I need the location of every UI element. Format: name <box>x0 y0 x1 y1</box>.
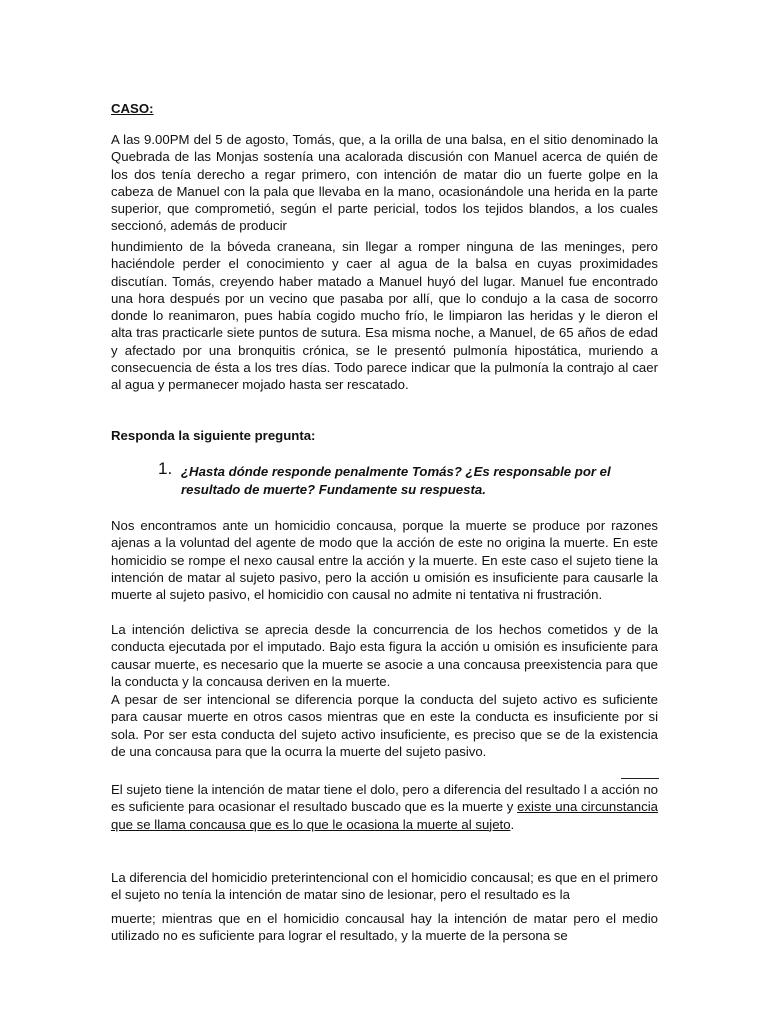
case-heading: CASO: <box>111 101 154 116</box>
answer-paragraph-2: La intención delictiva se aprecia desde la concurrencia de los hechos cometidos y de la conducta ejecutada por el imputado. Bajo esta figura la acción u omisión es insuficiente para causar muerte, es necesario que la muerte se asocie a una concausa preexistencia para que la conducta y la concausa deriven en la muerte. <box>111 622 658 689</box>
answer-paragraph-4-text: El sujeto tiene la intención de matar tiene el dolo, pero a diferencia del resultado l a acción no es suficiente para ocasionar el resultado buscado que es la muerte y <box>111 782 658 815</box>
answer-paragraph-4 <box>111 781 658 833</box>
case-paragraph-1: A las 9.00PM del 5 de agosto, Tomás, que, a la orilla de una balsa, en el sitio denominado la Quebrada de las Monjas sostenía una acalorada discusión con Manuel acerca de quién de los dos tenía derecho a regar primero, con intención de matar dio un fuerte golpe en la cabeza de Manuel con la pala que llevaba en la mano, ocasionándole una herida en la parte superior, que comprometió, según el parte pericial, todos los tejidos blandos, a los cuales seccionó, además de producir <box>111 132 658 234</box>
answer-paragraph-4-underlined: existe una circunstancia que se llama concausa que es lo que le ocasiona la muerte al sujeto <box>111 799 658 832</box>
answer-paragraph-6: muerte; mientras que en el homicidio concausal hay la intención de matar pero el medio utilizado no es suficiente para lograr el resultado, y la muerte de la persona se <box>111 911 658 944</box>
case-paragraph-2: hundimiento de la bóveda craneana, sin llegar a romper ninguna de las meninges, pero haciéndole perder el conocimiento y caer al agua de la balsa en cuyas proximidades discutían. Tomás, creyendo haber matado a Manuel huyó del lugar. Manuel fue encontrado una hora después por un vecino que pasaba por allí, que lo condujo a la casa de socorro donde lo reanimaron, pues había cogido mucho frío, le limpiaron las heridas y le dieron el alta tras practicarle siete puntos de sutura. Esa misma noche, a Manuel, de 65 años de edad y afectado por una bronquitis crónica, se le presentó pulmonía hipostática, muriendo a consecuencia de ésta a los tres días. Todo parece indicar que la pulmonía la contrajo al caer al agua y permanecer mojado hasta ser rescatado. <box>111 239 658 393</box>
answer-paragraph-4-end: . <box>510 816 515 832</box>
answer-paragraph-1: Nos encontramos ante un homicidio concausa, porque la muerte se produce por razones ajenas a la voluntad del agente de modo que la acción de este no origina la muerte. En este homicidio se rompe el nexo causal entre la acción y la muerte. En este caso el sujeto tiene la intención de matar al sujeto pasivo, pero la acción u omisión es insuficiente para causarle la muerte al sujeto pasivo, el homicidio con causal no admite ni tentativa ni frustración. <box>111 518 658 603</box>
question-number: 1. <box>158 459 173 478</box>
answer-paragraph-3: A pesar de ser intencional se diferencia porque la conducta del sujeto activo es suficiente para causar muerte en otros casos mientras que en este la conducta es insuficiente por si sola. Por ser esta conducta del sujeto activo insuficiente, es preciso que se de la existencia de una concausa para que la ocurra la muerte del sujeto pasivo. <box>111 692 658 759</box>
underline-rule <box>621 778 659 779</box>
question-text: ¿Hasta dónde responde penalmente Tomás? ¿Es responsable por el resultado de muerte? Fundamente su respuesta. <box>181 464 611 497</box>
answer-paragraph-5: La diferencia del homicidio preterintencional con el homicidio concausal; es que en el primero el sujeto no tenía la intención de matar sino de lesionar, pero el resultado es la <box>111 870 658 903</box>
prompt-heading: Responda la siguiente pregunta: <box>111 428 316 443</box>
